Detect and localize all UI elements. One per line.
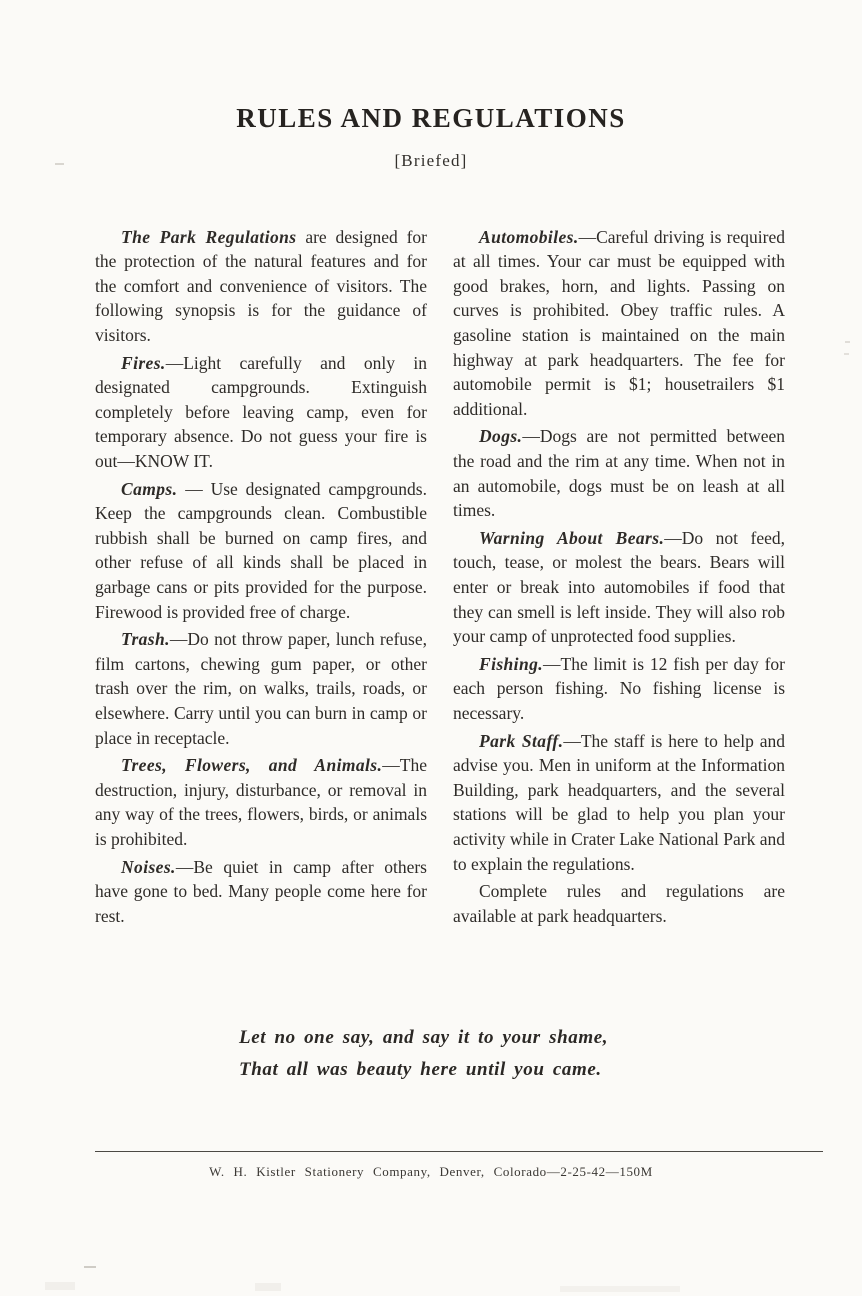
paragraph-warning-about-bears: [453, 526, 785, 649]
paragraph-separator: —: [578, 226, 597, 247]
paragraph-body: Do not throw paper, lunch refuse, film cartons, chewing gum paper, or other trash over the rim, on walks, trails, roads, or elsewhere. Carry until you can burn in camp or place in receptacle.: [95, 629, 427, 748]
paragraph-lead: Trash.: [121, 629, 170, 650]
paragraph-separator: —: [563, 730, 581, 751]
paragraph-lead: The Park Regulations: [121, 226, 297, 247]
paragraph-body: Be quiet in camp after others have gone to bed. Many people come here for rest.: [95, 856, 427, 926]
column-left: [95, 225, 427, 929]
scan-speck: [845, 341, 850, 343]
paragraph-body: The staff is here to help and advise you. Men in uniform at the Information Building, park headquarters, and the several stations will be glad to help you plan your activity while in Crater Lake National Park and to explain the regulations.: [453, 730, 785, 874]
paragraph-lead: Fires.: [121, 352, 166, 373]
paragraph-body: The limit is 12 fish per day for each person fishing. No fishing license is necessary.: [453, 653, 785, 723]
paragraph-separator: —: [169, 629, 188, 650]
paragraph-lead: Noises.: [121, 856, 176, 877]
paragraph-separator: —: [522, 426, 540, 447]
two-column-body: [95, 225, 785, 929]
paragraph-fishing: [453, 652, 785, 726]
paragraph-noises: [95, 855, 427, 929]
paragraph-fires: [95, 351, 427, 474]
couplet-line-2: That all was beauty here until you came.: [239, 1059, 602, 1080]
scan-speck: [844, 353, 849, 355]
paragraph-body: Use designated campgrounds. Keep the campgrounds clean. Combustible rubbish shall be burned on camp fires, and other refuse of all kinds shall be placed in garbage cans or pits provided for the purpose. Firewood is provided free of charge.: [95, 478, 427, 622]
paragraph-body: Complete rules and regulations are available at park headquarters.: [453, 881, 785, 926]
paragraph-separator: —: [543, 653, 561, 674]
paragraph-camps: [95, 477, 427, 625]
paragraph-lead: Park Staff.: [479, 730, 564, 751]
paragraph-lead: Automobiles.: [479, 226, 579, 247]
paragraph-body: Do not feed, touch, tease, or molest the bears. Bears will enter or break into automobiles if food that they can smell is left inside. They will also rob your camp of unprotected food supplies.: [453, 527, 785, 647]
paragraph-park-regulations: [95, 225, 427, 348]
paragraph-separator: —: [165, 352, 184, 373]
paragraph-lead: Camps.: [121, 478, 178, 499]
paragraph-separator: —: [664, 527, 682, 548]
footer-divider: [95, 1151, 823, 1152]
paragraph-automobiles: [453, 225, 785, 422]
paragraph-body: The destruction, injury, disturbance, or removal in any way of the trees, flowers, birds, or animals is prohibited.: [95, 755, 427, 849]
paragraph-separator: —: [382, 755, 400, 776]
paragraph-body: Light carefully and only in designated campgrounds. Extinguish completely before leaving camp, even for temporary absence. Do not guess your fire is out—KNOW IT.: [95, 352, 427, 472]
scan-speck: [255, 1283, 281, 1291]
paragraph-separator: —: [177, 478, 211, 499]
page-subtitle: [Briefed]: [394, 150, 468, 170]
scan-speck: [560, 1286, 680, 1292]
closing-couplet: [239, 1022, 608, 1086]
paragraph-trees-flowers-animals: [95, 753, 427, 851]
paragraph-trash: [95, 627, 427, 750]
paragraph-separator: —: [175, 856, 194, 877]
printer-imprint: W. H. Kistler Stationery Company, Denver, Colorado—2-25-42—150M: [209, 1164, 653, 1179]
paragraph-lead: Warning About Bears.: [479, 527, 665, 548]
couplet-line-1: Let no one say, and say it to your shame,: [239, 1027, 609, 1048]
scan-speck: [45, 1282, 75, 1290]
paragraph-separator: [296, 227, 305, 247]
paragraph-body: Careful driving is required at all times. Your car must be equipped with good brakes, horn, and lights. Passing on curves is prohibited. Obey traffic rules. A gasoline station is maintained on the main highway at park headquarters. The fee for automobile permit is $1; housetrailers $1 additional.: [453, 226, 785, 419]
paragraph-dogs: [453, 424, 785, 522]
paragraph-body: are designed for the protection of the natural features and for the comfort and convenience of visitors. The following synopsis is for the guidance of visitors.: [95, 226, 427, 346]
paragraph-lead: Fishing.: [479, 653, 543, 674]
paragraph-lead: Trees, Flowers, and Animals.: [121, 755, 383, 776]
paragraph-park-staff: [453, 729, 785, 877]
paragraph-lead: Dogs.: [479, 426, 523, 447]
page-title: RULES AND REGULATIONS: [236, 103, 626, 133]
scan-speck: [84, 1266, 96, 1268]
paragraph-body: Dogs are not permitted between the road and the rim at any time. When not in an automobile, dogs must be on leash at all times.: [453, 426, 785, 521]
column-right: [453, 225, 785, 929]
scan-speck: [55, 163, 64, 165]
paragraph-complete-rules: [453, 879, 785, 928]
